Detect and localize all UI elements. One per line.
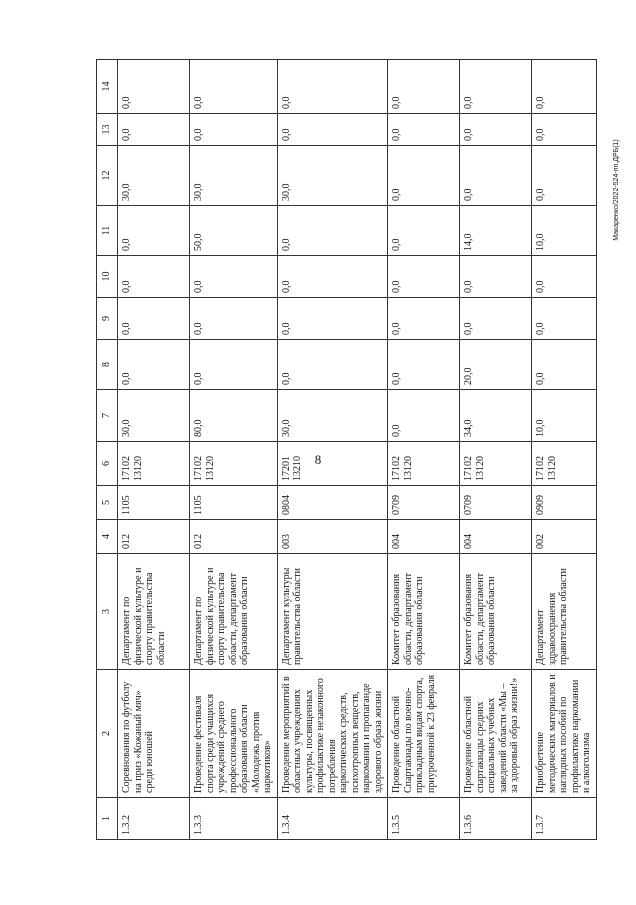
- row-cell: 003: [277, 520, 388, 554]
- header-cell: 6: [97, 442, 118, 486]
- row-cell: 0709: [388, 486, 460, 520]
- program-table: [96, 59, 597, 840]
- row-cell: 0,0: [532, 256, 597, 298]
- table-header-row: [97, 60, 118, 840]
- row-cell: 1105: [118, 486, 190, 520]
- row-code: 1.3.6: [460, 798, 532, 840]
- header-cell: 1: [97, 798, 118, 840]
- row-cell: 0,0: [388, 340, 460, 390]
- row-executor: Департамент здравоохранения правительства области: [532, 554, 597, 670]
- row-cell: 0,0: [532, 60, 597, 114]
- row-cell: 1105: [190, 486, 278, 520]
- table-row: [460, 60, 532, 840]
- row-cell: 0,0: [460, 60, 532, 114]
- row-cell: 0,0: [277, 206, 388, 256]
- row-cell: 0,0: [460, 256, 532, 298]
- row-code: 1.3.7: [532, 798, 597, 840]
- row-cell: 20,0: [460, 340, 532, 390]
- row-event-name: Проведение фестиваля спорта среди учащихся учреждений среднего профессионального образования области «Молодежь против наркотиков»: [190, 670, 278, 798]
- row-cell: 17102 13120: [532, 442, 597, 486]
- row-event-name: Проведение областной Спартакиады по военно-прикладным видам спорта, приуроченной к 23 февраля: [388, 670, 460, 798]
- row-cell: 0,0: [460, 298, 532, 340]
- row-cell: 0,0: [118, 340, 190, 390]
- header-cell: 7: [97, 390, 118, 442]
- row-event-name: Проведение областной спартакиады средних специальных учебных заведений области «Мы – за здоровый образ жизни!»: [460, 670, 532, 798]
- header-cell: 2: [97, 670, 118, 798]
- row-event-name: Приобретение методических материалов и наглядных пособий по профилактике наркомании и алкоголизма: [532, 670, 597, 798]
- header-cell: 11: [97, 206, 118, 256]
- row-cell: 0,0: [190, 256, 278, 298]
- row-cell: 0,0: [118, 60, 190, 114]
- row-cell: 004: [388, 520, 460, 554]
- row-cell: 34,0: [460, 390, 532, 442]
- document-code: [610, 130, 624, 250]
- header-cell: 9: [97, 298, 118, 340]
- row-cell: 0804: [277, 486, 388, 520]
- document-code-text: Макаренко/2022-524-пп.ДРБ(1): [613, 139, 620, 241]
- row-cell: 0,0: [190, 114, 278, 146]
- row-cell: 0,0: [190, 298, 278, 340]
- row-code: 1.3.2: [118, 798, 190, 840]
- row-cell: 0,0: [460, 146, 532, 206]
- row-cell: 17102 13120: [460, 442, 532, 486]
- row-cell: 0,0: [190, 60, 278, 114]
- table-row: [118, 60, 190, 840]
- row-cell: 17102 13120: [118, 442, 190, 486]
- row-cell: 0,0: [388, 60, 460, 114]
- row-executor: Комитет образования области, департамент образования области: [388, 554, 460, 670]
- row-cell: 30,0: [277, 390, 388, 442]
- header-cell: 3: [97, 554, 118, 670]
- header-cell: 10: [97, 256, 118, 298]
- row-cell: 0,0: [532, 340, 597, 390]
- row-cell: 004: [460, 520, 532, 554]
- row-cell: 17102 13120: [190, 442, 278, 486]
- header-cell: 5: [97, 486, 118, 520]
- row-cell: 0,0: [388, 298, 460, 340]
- table-row: [190, 60, 278, 840]
- row-cell: 0,0: [118, 256, 190, 298]
- row-cell: 80,0: [190, 390, 278, 442]
- row-cell: 0,0: [388, 390, 460, 442]
- row-cell: 17201 13210: [277, 442, 388, 486]
- row-cell: 50,0: [190, 206, 278, 256]
- header-cell: 8: [97, 340, 118, 390]
- row-executor: Комитет образования области, департамент образования области: [460, 554, 532, 670]
- table-row: [388, 60, 460, 840]
- row-cell: 0,0: [532, 146, 597, 206]
- header-cell: 12: [97, 146, 118, 206]
- table-row: [532, 60, 597, 840]
- row-executor: Департамент культуры правительства области: [277, 554, 388, 670]
- row-cell: 0,0: [118, 114, 190, 146]
- row-cell: 17102 13120: [388, 442, 460, 486]
- row-cell: 0,0: [277, 60, 388, 114]
- row-cell: 0,0: [388, 146, 460, 206]
- row-event-name: Проведение мероприятий в областных учреждениях культуры, посвященных профилактике незаконного потребления наркотических средств, психотропных веществ, наркомании и пропаганде здорового образа жизни: [277, 670, 388, 798]
- row-executor: Департамент по физической культуре и спорту правительства области: [118, 554, 190, 670]
- row-cell: 30,0: [190, 146, 278, 206]
- row-code: 1.3.3: [190, 798, 278, 840]
- row-cell: 10,0: [532, 390, 597, 442]
- row-cell: 0,0: [277, 114, 388, 146]
- header-cell: 14: [97, 60, 118, 114]
- row-cell: 0,0: [277, 298, 388, 340]
- row-cell: 0,0: [388, 206, 460, 256]
- row-cell: 0,0: [277, 340, 388, 390]
- row-cell: 0,0: [277, 256, 388, 298]
- row-cell: 30,0: [277, 146, 388, 206]
- row-code: 1.3.5: [388, 798, 460, 840]
- table-row: [277, 60, 388, 840]
- row-cell: 0,0: [118, 206, 190, 256]
- row-cell: 30,0: [118, 390, 190, 442]
- page-number: 8: [314, 452, 322, 467]
- row-cell: 0,0: [460, 114, 532, 146]
- header-cell: 13: [97, 114, 118, 146]
- table-container: [96, 60, 592, 840]
- row-cell: 0,0: [118, 298, 190, 340]
- row-cell: 0,0: [190, 340, 278, 390]
- row-cell: 30,0: [118, 146, 190, 206]
- row-cell: 0709: [460, 486, 532, 520]
- row-cell: 012: [190, 520, 278, 554]
- header-cell: 4: [97, 520, 118, 554]
- row-cell: 0,0: [532, 114, 597, 146]
- row-cell: 0,0: [388, 256, 460, 298]
- row-executor: Департамент по физической культуре и спорту правительства области, департамент образования области: [190, 554, 278, 670]
- rotated-table-frame: [96, 60, 592, 840]
- row-cell: 0,0: [388, 114, 460, 146]
- row-cell: 0909: [532, 486, 597, 520]
- row-cell: 10,0: [532, 206, 597, 256]
- row-cell: 012: [118, 520, 190, 554]
- row-cell: 002: [532, 520, 597, 554]
- row-cell: 0,0: [532, 298, 597, 340]
- row-code: 1.3.4: [277, 798, 388, 840]
- row-cell: 14,0: [460, 206, 532, 256]
- row-event-name: Соревнования по футболу на приз «Кожаный мяч» среди юношей: [118, 670, 190, 798]
